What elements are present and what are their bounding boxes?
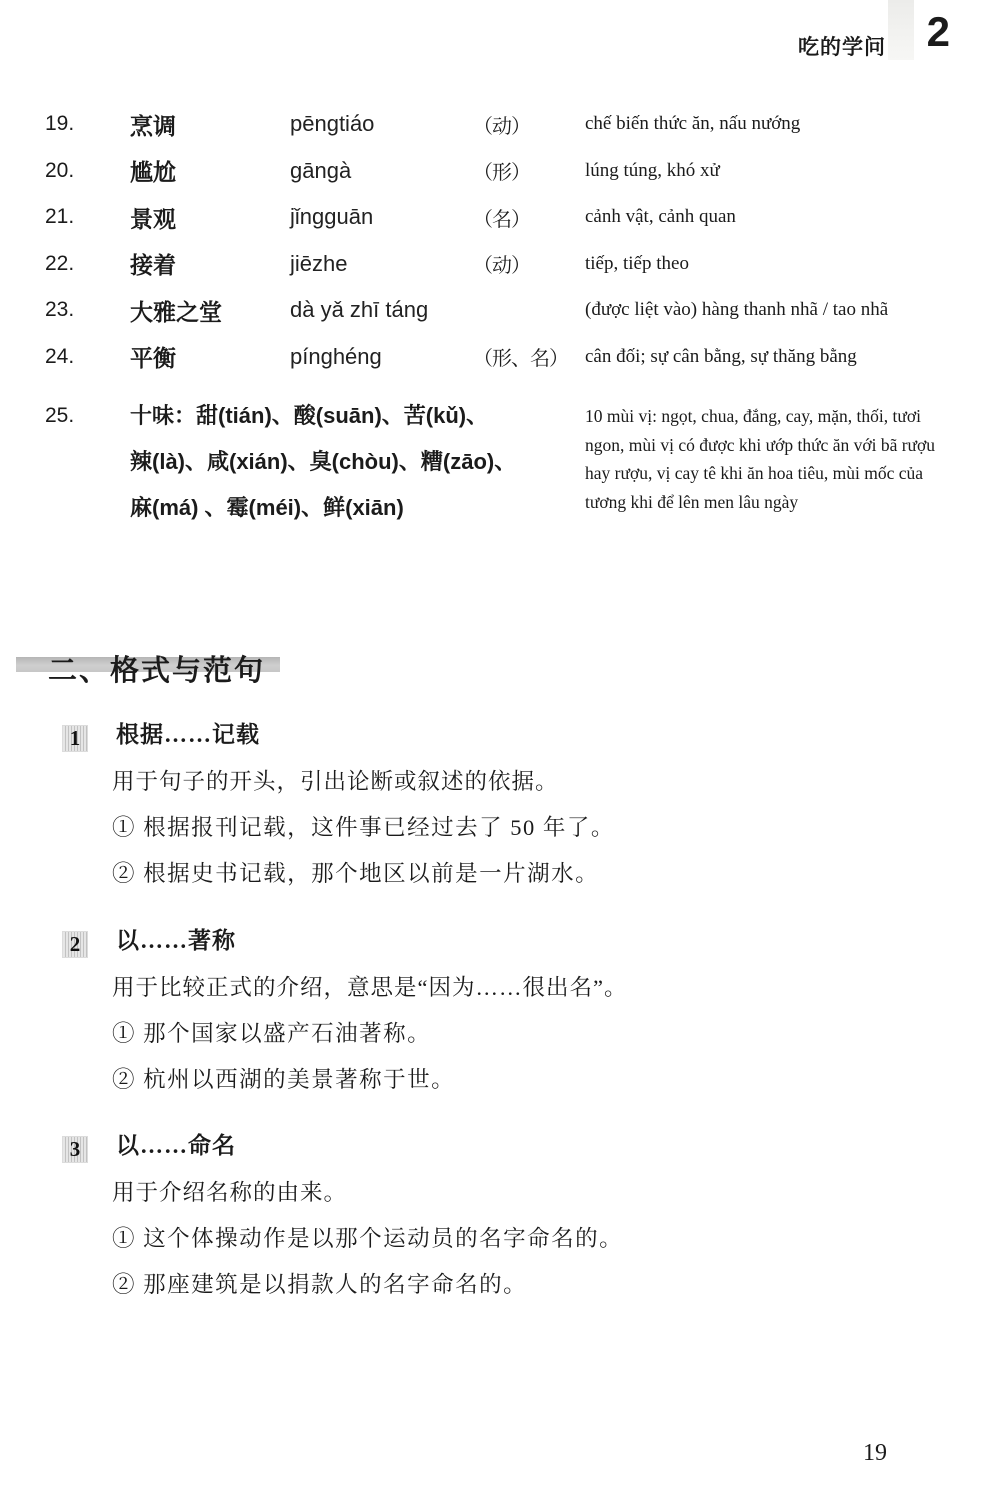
vocab-pinyin: dà yǎ zhī táng <box>290 297 429 323</box>
vocab-translation: tiếp, tiếp theo <box>585 252 689 274</box>
vocab-line: 十味：甜(tián)、酸(suān)、苦(kǔ)、 <box>130 403 489 428</box>
vocab-word-list <box>130 393 585 531</box>
pattern-item-3 <box>62 1131 962 1300</box>
chapter-number: 2 <box>926 8 950 55</box>
section-format-header <box>16 648 286 688</box>
example-sentence: ① 这个体操动作是以那个运动员的名字命名的。 <box>112 1226 624 1251</box>
item-number-badge: 3 <box>62 1136 88 1163</box>
vocab-translation: lúng túng, khó xử <box>585 159 720 181</box>
vocab-word: 平衡 <box>130 345 176 372</box>
vocab-row <box>0 148 1000 195</box>
pattern-description: 用于比较正式的介绍，意思是“因为……很出名”。 <box>112 975 628 1000</box>
vocab-row <box>0 334 1000 381</box>
vocab-translation: chế biến thức ăn, nấu nướng <box>585 113 801 135</box>
vocab-pinyin: jǐngguān <box>290 204 374 230</box>
vocab-row <box>0 194 1000 241</box>
vocab-part-of-speech: （形、名） <box>473 348 568 371</box>
pattern-head <box>62 720 962 753</box>
section-title: 二、格式与范句 <box>48 655 266 687</box>
pattern-item-1 <box>62 720 962 889</box>
vocab-word: 烹调 <box>130 112 176 139</box>
vocab-number: 19. <box>45 112 75 136</box>
vocab-row <box>0 101 1000 148</box>
vocab-line: 麻(má) 、霉(méi)、鲜(xiān) <box>130 495 404 520</box>
example-sentence: ① 根据报刊记载，这件事已经过去了 50 年了。 <box>112 815 615 840</box>
example-sentence: ② 那座建筑是以捐款人的名字命名的。 <box>112 1272 528 1297</box>
vocab-pinyin: pēngtiáo <box>290 111 375 137</box>
vocab-pinyin: pínghéng <box>290 343 382 369</box>
vocab-word: 尴尬 <box>130 159 176 186</box>
vocab-pinyin: jiēzhe <box>290 250 348 276</box>
pattern-description: 用于介绍名称的由来。 <box>112 1180 348 1205</box>
vocab-number: 23. <box>45 298 75 322</box>
vocab-number: 20. <box>45 158 75 182</box>
item-number-badge: 1 <box>62 725 88 752</box>
vocab-row <box>0 287 1000 334</box>
item-number-badge: 2 <box>62 931 88 958</box>
vocab-translation: cân đối; sự cân bằng, sự thăng bằng <box>585 345 857 367</box>
vocab-number: 25. <box>45 404 75 427</box>
vocab-table <box>0 101 1000 531</box>
vocab-word: 景观 <box>130 205 176 232</box>
example-sentence: ② 根据史书记载，那个地区以前是一片湖水。 <box>112 861 600 886</box>
vocab-row <box>0 241 1000 288</box>
pattern-description: 用于句子的开头，引出论断或叙述的依据。 <box>112 769 559 794</box>
pattern-title: 以……命名 <box>116 1133 236 1158</box>
example-sentence: ② 杭州以西湖的美景著称于世。 <box>112 1067 456 1092</box>
pattern-title: 以……著称 <box>116 928 236 953</box>
pattern-title: 根据……记载 <box>116 722 260 747</box>
page-number: 19 <box>863 1440 887 1466</box>
vocab-row-25 <box>0 393 1000 531</box>
vocab-part-of-speech: （名） <box>473 208 530 231</box>
vocab-line: 辣(là)、咸(xián)、臭(chòu)、糟(zāo)、 <box>130 449 517 474</box>
pattern-head <box>62 926 962 959</box>
vocab-part-of-speech: （动） <box>473 255 530 278</box>
vocab-part-of-speech: （动） <box>473 115 530 138</box>
vocab-number: 21. <box>45 205 75 229</box>
vocab-word: 大雅之堂 <box>130 298 222 325</box>
vocab-number: 24. <box>45 344 75 368</box>
example-sentence: ① 那个国家以盛产石油著称。 <box>112 1021 432 1046</box>
chapter-title: 吃的学问 <box>798 36 886 59</box>
vocab-translation: 10 mùi vị: ngọt, chua, đắng, cay, mặn, thối, tươi ngon, mùi vị có được khi ướp thức ăn với bã rượu hay rượu, vị cay tê khi ăn hoa tiêu, mùi mốc của tương khi để lên men lâu ngày <box>585 406 936 512</box>
vocab-number: 22. <box>45 251 75 275</box>
chapter-tab-strip <box>888 0 914 60</box>
vocab-pinyin: gāngà <box>290 157 352 183</box>
vocab-translation: cảnh vật, cảnh quan <box>585 206 736 228</box>
pattern-item-2 <box>62 926 962 1095</box>
pattern-head <box>62 1131 962 1164</box>
vocab-part-of-speech: （形） <box>473 162 530 185</box>
vocab-word: 接着 <box>130 252 176 279</box>
vocab-translation: (được liệt vào) hàng thanh nhã / tao nhã <box>585 299 889 321</box>
